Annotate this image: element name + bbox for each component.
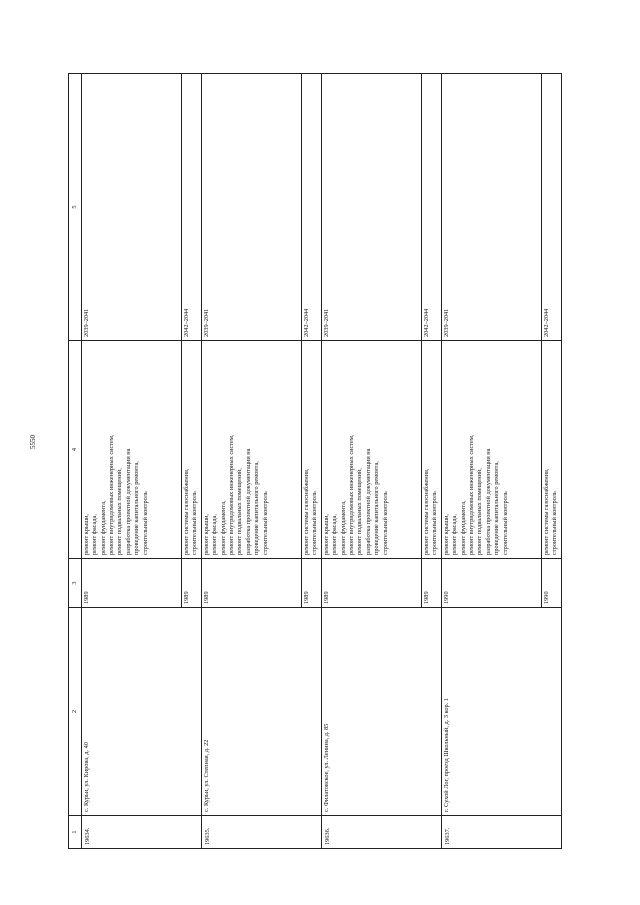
work-item: ремонт внутридомовых инженерных систем, bbox=[228, 434, 236, 555]
work-item: ремонт подвальных помещений, bbox=[356, 468, 364, 555]
table-row bbox=[202, 74, 302, 849]
row-number: 19635. bbox=[202, 816, 322, 849]
work-item: ремонт системы газоснабжения, bbox=[543, 468, 550, 555]
table-row bbox=[322, 74, 422, 849]
address-cell: с. Курьи, ул. Кирова, д. 40 bbox=[82, 608, 202, 816]
work-item: ремонт фундамента, bbox=[219, 500, 227, 555]
works-cell bbox=[322, 341, 422, 559]
address-cell: г. Сухой Лог, проезд Школьный, д. 3 кор. 1 bbox=[442, 608, 562, 816]
year-cell: 1990 bbox=[542, 559, 562, 608]
period-cell: 2039–2041 bbox=[322, 74, 422, 341]
works-cell bbox=[202, 341, 302, 559]
work-item: строительный контроль bbox=[431, 491, 439, 555]
work-item: ремонт фасада, bbox=[331, 514, 339, 555]
header-col-2: 2 bbox=[69, 608, 82, 816]
period-cell: 2042–2044 bbox=[422, 74, 442, 341]
work-item: строительный контроль bbox=[501, 491, 509, 555]
work-item: ремонт подвальных помещений, bbox=[116, 468, 124, 555]
table-frame bbox=[68, 74, 606, 849]
work-item: ремонт фундамента, bbox=[99, 500, 107, 555]
period-cell: 2042–2044 bbox=[302, 74, 322, 341]
header-col-1: 1 bbox=[69, 816, 82, 849]
year-cell: 1989 bbox=[202, 559, 302, 608]
work-item: проведение капитального ремонта, bbox=[373, 461, 381, 555]
work-item: строительный контроль bbox=[551, 491, 559, 555]
table-row bbox=[82, 74, 182, 849]
work-item: ремонт фундамента, bbox=[339, 500, 347, 555]
work-item: проведение капитального ремонта, bbox=[493, 461, 501, 555]
header-col-3: 3 bbox=[69, 559, 82, 608]
year-cell: 1989 bbox=[82, 559, 182, 608]
works-cell bbox=[182, 341, 202, 559]
works-cell bbox=[82, 341, 182, 559]
period-cell: 2039–2041 bbox=[82, 74, 182, 341]
work-item: строительный контроль bbox=[311, 491, 319, 555]
row-number: 19637. bbox=[442, 816, 562, 849]
work-item: ремонт системы газоснабжения, bbox=[303, 468, 310, 555]
address-cell: с. Филатовское, ул. Ленина, д. 85 bbox=[322, 608, 442, 816]
year-cell: 1989 bbox=[322, 559, 422, 608]
year-cell: 1989 bbox=[182, 559, 202, 608]
repair-schedule-table bbox=[68, 73, 562, 849]
header-col-5: 5 bbox=[69, 74, 82, 341]
period-cell: 2042–2044 bbox=[182, 74, 202, 341]
work-item: разработка проектной документации на bbox=[484, 448, 492, 555]
work-item: ремонт подвальных помещений, bbox=[236, 468, 244, 555]
work-item: строительный контроль bbox=[381, 491, 389, 555]
work-item: ремонт подвальных помещений, bbox=[476, 468, 484, 555]
work-item: ремонт фасада, bbox=[451, 514, 459, 555]
work-item: ремонт фундамента, bbox=[459, 500, 467, 555]
work-item: ремонт внутридомовых инженерных систем, bbox=[468, 434, 476, 555]
work-item: разработка проектной документации на bbox=[124, 448, 132, 555]
work-item: ремонт внутридомовых инженерных систем, bbox=[108, 434, 116, 555]
work-item: проведение капитального ремонта, bbox=[133, 461, 141, 555]
works-cell bbox=[542, 341, 562, 559]
work-item: проведение капитального ремонта, bbox=[253, 461, 261, 555]
works-cell bbox=[422, 341, 442, 559]
table-row bbox=[442, 74, 542, 849]
work-item: ремонт крыши, bbox=[83, 513, 90, 555]
work-item: ремонт системы газоснабжения, bbox=[183, 468, 190, 555]
year-cell: 1990 bbox=[442, 559, 542, 608]
work-item: ремонт крыши, bbox=[323, 513, 330, 555]
header-col-4: 4 bbox=[69, 341, 82, 559]
address-cell: с. Курьи, ул. Степная, д. 22 bbox=[202, 608, 322, 816]
work-item: ремонт фасада, bbox=[211, 514, 219, 555]
period-cell: 2039–2041 bbox=[442, 74, 542, 341]
works-cell bbox=[442, 341, 542, 559]
period-cell: 2042–2044 bbox=[542, 74, 562, 341]
work-item: ремонт системы газоснабжения, bbox=[423, 468, 430, 555]
work-item: разработка проектной документации на bbox=[364, 448, 372, 555]
works-cell bbox=[302, 341, 322, 559]
work-item: ремонт крыши, bbox=[203, 513, 210, 555]
year-cell: 1989 bbox=[422, 559, 442, 608]
year-cell: 1989 bbox=[302, 559, 322, 608]
work-item: разработка проектной документации на bbox=[244, 448, 252, 555]
work-item: строительный контроль bbox=[191, 491, 199, 555]
row-number: 19634. bbox=[82, 816, 202, 849]
work-item: строительный контроль bbox=[141, 491, 149, 555]
work-item: ремонт крыши, bbox=[443, 513, 450, 555]
period-cell: 2039–2041 bbox=[202, 74, 302, 341]
header-row bbox=[69, 74, 82, 849]
rotated-table-container bbox=[68, 74, 606, 849]
work-item: ремонт внутридомовых инженерных систем, bbox=[348, 434, 356, 555]
work-item: строительный контроль bbox=[261, 491, 269, 555]
page-number: 5550 bbox=[29, 435, 37, 449]
row-number: 19636. bbox=[322, 816, 442, 849]
work-item: ремонт фасада, bbox=[91, 514, 99, 555]
